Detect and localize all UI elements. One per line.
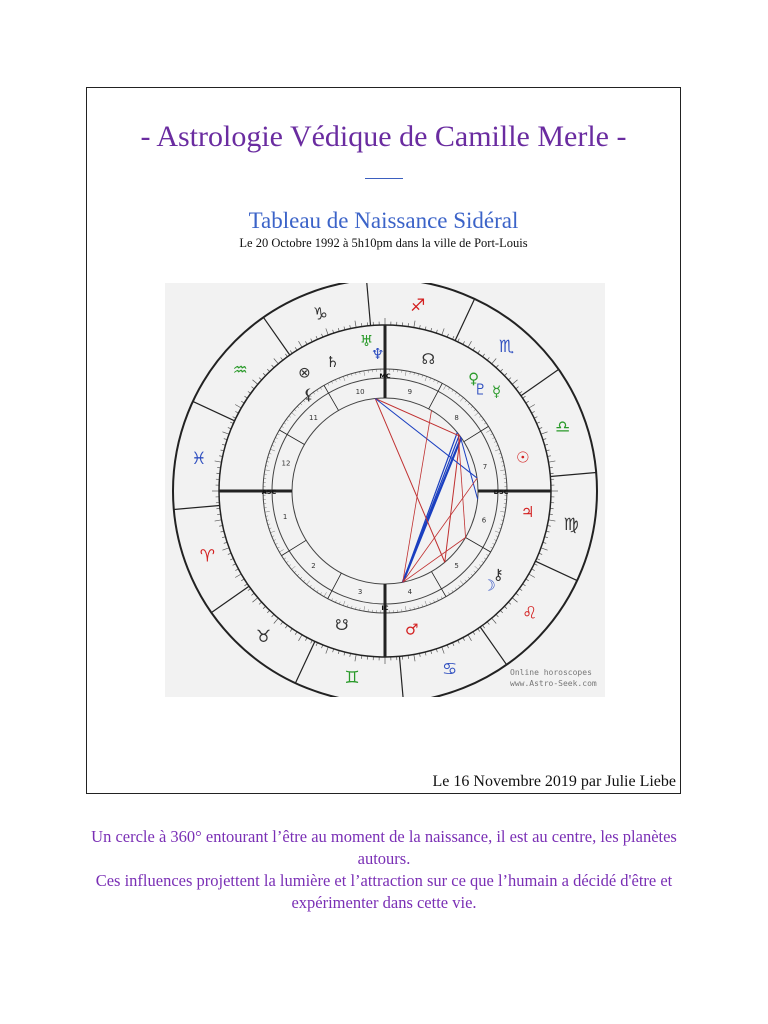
jupiter-planet-icon: ♃ <box>520 503 535 522</box>
caption-paragraph-1: Un cercle à 360° entourant l’être au moment de la naissance, il est au centre, les planètes autours. <box>91 827 677 868</box>
house-number-9: 9 <box>407 388 413 397</box>
caption <box>84 826 684 914</box>
signature: Le 16 Novembre 2019 par Julie Liebe <box>432 773 676 790</box>
document-frame <box>86 87 681 794</box>
neptune-planet-icon: ♆ <box>371 345 385 364</box>
aspect-circle <box>292 398 478 584</box>
aspect-line <box>403 410 432 582</box>
axis-label-asc: ASC <box>261 488 277 496</box>
page-title: - Astrologie Védique de Camille Merle - <box>140 120 627 153</box>
lilith-planet-icon: ⚸ <box>303 385 315 404</box>
house-number-10: 10 <box>355 388 365 397</box>
south-node-planet-icon: ☋ <box>335 616 349 635</box>
libra-sign-icon: ♎ <box>554 417 571 438</box>
house-number-8: 8 <box>454 413 459 422</box>
saturn-planet-icon: ♄ <box>325 353 340 372</box>
house-number-3: 3 <box>357 587 363 596</box>
title-divider <box>365 178 403 179</box>
virgo-sign-icon: ♍ <box>563 514 579 535</box>
house-number-ring-outer <box>272 378 498 604</box>
axis-label-mc: MC <box>379 372 391 380</box>
taurus-sign-icon: ♉ <box>255 626 272 647</box>
axis-label-ic: IC <box>381 604 389 612</box>
gemini-sign-icon: ♊ <box>344 668 360 689</box>
chart-credit <box>510 667 597 689</box>
aspect-line <box>458 434 465 538</box>
cancer-sign-icon: ♋ <box>442 659 458 680</box>
house-number-11: 11 <box>308 413 318 422</box>
aspect-line <box>403 432 458 582</box>
credit-line-2: www.Astro-Seek.com <box>510 679 597 688</box>
venus-planet-icon: ♀ <box>468 369 480 388</box>
aries-sign-icon: ♈ <box>199 546 216 567</box>
capricorn-sign-icon: ♑ <box>312 304 328 325</box>
axis-label-dsc: DSC <box>493 488 509 496</box>
planet-glyphs <box>298 332 534 638</box>
pisces-sign-icon: ♓ <box>191 449 207 470</box>
mercury-planet-icon: ☿ <box>491 382 502 401</box>
sagittarius-sign-icon: ♐ <box>410 295 426 316</box>
house-number-4: 4 <box>407 587 413 596</box>
sun-planet-icon: ☉ <box>516 448 530 467</box>
house-number-12: 12 <box>281 459 291 468</box>
chart-subtitle: Tableau de Naissance Sidéral <box>248 208 519 233</box>
house-number-1: 1 <box>282 512 288 521</box>
birth-details: Le 20 Octobre 1992 à 5h10pm dans la ville de Port-Louis <box>239 236 528 250</box>
scorpio-sign-icon: ♏ <box>498 337 515 358</box>
pluto-planet-icon: ♇ <box>473 380 488 399</box>
aspect-lines <box>375 399 477 583</box>
birth-chart <box>165 283 605 697</box>
leo-sign-icon: ♌ <box>522 603 538 624</box>
north-node-planet-icon: ☊ <box>421 349 435 368</box>
mars-planet-icon: ♂ <box>404 620 419 639</box>
chiron-planet-icon: ⚷ <box>492 565 504 584</box>
house-number-7: 7 <box>482 463 488 472</box>
house-number-5: 5 <box>454 562 459 571</box>
house-number-2: 2 <box>311 562 316 571</box>
uranus-planet-icon: ♅ <box>359 332 374 351</box>
moon-planet-icon: ☽ <box>482 576 496 595</box>
aquarius-sign-icon: ♒ <box>232 360 248 381</box>
birth-chart-wheel <box>165 283 605 697</box>
credit-line-1: Online horoscopes <box>510 668 592 677</box>
caption-paragraph-2: Ces influences projettent la lumière et l’attraction sur ce que l’humain a décidé d'être et expérimenter dans cette vie. <box>95 871 673 912</box>
part-of-fortune-planet-icon: ⊗ <box>298 363 311 382</box>
house-number-6: 6 <box>481 516 487 525</box>
